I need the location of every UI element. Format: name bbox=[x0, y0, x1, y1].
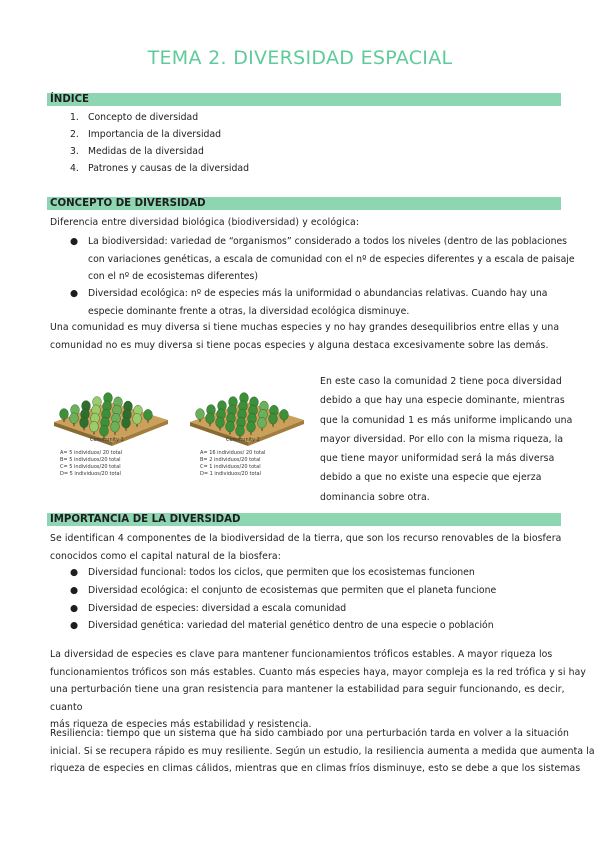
figure-explanation: En este caso la comunidad 2 tiene poca diversidad debido a que hay una especie dominante, mientras que la comunidad 1 es más uniforme implicando una mayor diversidad. Por ello con la misma riqueza, la que tiene mayor uniformidad será la más diversa debido a que no existe una especie que ejerza dominancia sobre otra. bbox=[320, 376, 573, 503]
tree-icon bbox=[111, 421, 120, 432]
bullet-item: ● Diversidad ecológica: el conjunto de ecosistemas que permiten que el planeta funcione bbox=[88, 582, 496, 600]
tree-icon bbox=[196, 409, 205, 420]
bullet-icon: ● bbox=[70, 236, 79, 247]
c1-line: A= 5 individuos/ 20 total bbox=[60, 450, 123, 456]
tree-icon bbox=[60, 409, 69, 420]
section-heading-concepto: CONCEPTO DE DIVERSIDAD bbox=[47, 197, 561, 210]
tree-icon bbox=[122, 417, 131, 428]
bullet-item: ● Diversidad genética: variedad del material genético dentro de una especie o población bbox=[88, 617, 494, 635]
tree-icon bbox=[70, 413, 79, 424]
index-item: 1. Concepto de diversidad bbox=[70, 112, 199, 123]
tree-icon bbox=[216, 417, 225, 428]
tree-icon bbox=[258, 417, 267, 428]
tree-icon bbox=[100, 425, 109, 436]
tree-icon bbox=[90, 421, 99, 432]
index-list bbox=[70, 109, 249, 177]
section-heading-importancia: IMPORTANCIA DE LA DIVERSIDAD bbox=[47, 513, 561, 526]
page-title: TEMA 2. DIVERSIDAD ESPACIAL bbox=[147, 47, 453, 69]
tree-icon bbox=[144, 409, 153, 420]
concepto-paragraph: Una comunidad es muy diversa si tiene muchas especies y no hay grandes desequilibrios entre ellas y una comunidad no es muy diversa si tiene pocas especies y alguna destaca excesivamente sobre las demás. bbox=[50, 322, 560, 351]
community-illustration bbox=[50, 372, 306, 490]
c1-line: B= 5 individuos/20 total bbox=[60, 457, 121, 463]
index-item: 2. Importancia de la diversidad bbox=[70, 129, 222, 140]
bullet-item: ● Diversidad de especies: diversidad a escala comunidad bbox=[88, 600, 346, 618]
tree-icon bbox=[247, 421, 256, 432]
tree-icon bbox=[236, 425, 245, 436]
index-item: 3. Medidas de la diversidad bbox=[70, 146, 204, 157]
c2-line: D= 1 individuos/20 total bbox=[200, 471, 261, 477]
community-figure bbox=[50, 372, 306, 490]
bullet-item: ● La biodiversidad: variedad de “organismos” considerado a todos los niveles (dentro de las poblaciones con variaciones genéticas, a escala de comunidad con el nº de especies diferentes y a escala de paisaje con el nº de ecosistemas diferentes) bbox=[88, 233, 575, 286]
bullet-icon: ● bbox=[70, 567, 79, 578]
bullet-item: ● Diversidad funcional: todos los ciclos, que permiten que los ecosistemas funcionen bbox=[88, 564, 475, 582]
c1-line: D= 5 individuos/20 total bbox=[60, 471, 121, 477]
tree-icon bbox=[280, 409, 289, 420]
tree-icon bbox=[133, 413, 142, 424]
bullet-icon: ● bbox=[70, 603, 79, 614]
tree-icon bbox=[206, 413, 215, 424]
tree-icon bbox=[226, 421, 235, 432]
c1-line: C= 5 individuos/20 total bbox=[60, 464, 121, 470]
index-item: 4. Patrones y causas de la diversidad bbox=[70, 163, 250, 174]
c2-line: B= 2 individuos/20 total bbox=[200, 457, 261, 463]
c2-line: A= 16 individuos/ 20 total bbox=[200, 450, 266, 456]
resiliencia-paragraph: Resiliencia: tiempo que un sistema que ha sido cambiado por una perturbación tarda en volver a la situación inicial. Si se recupera rápido es muy resiliente. Según un estudio, la resiliencia aumenta a medida que aumenta la riqueza de especies en climas cálidos, mientras que en climas fríos disminuye, esto se debe a que los sistemas bbox=[50, 728, 595, 774]
bullet-icon: ● bbox=[70, 620, 79, 631]
community-2-label: Community 2 bbox=[226, 437, 260, 443]
bullet-icon: ● bbox=[70, 288, 79, 299]
concepto-intro: Diferencia entre diversidad biológica (biodiversidad) y ecológica: bbox=[50, 217, 360, 228]
c2-line: C= 1 individuos/20 total bbox=[200, 464, 261, 470]
importancia-paragraph: Se identifican 4 componentes de la biodiversidad de la tierra, que son los recurso renovables de la biosfera conocidos como el capital natural de la biosfera: bbox=[50, 533, 562, 562]
tree-icon bbox=[80, 417, 89, 428]
tree-icon bbox=[269, 413, 278, 424]
section-heading-indice: ÍNDICE bbox=[47, 93, 561, 106]
bullet-item: ● Diversidad ecológica: nº de especies más la uniformidad o abundancias relativas. Cuando hay una especie dominante frente a otras, la diversidad ecológica disminuye. bbox=[88, 285, 547, 320]
community-1-label: Community 1 bbox=[90, 437, 124, 443]
bullet-icon: ● bbox=[70, 585, 79, 596]
importancia-paragraph-2: La diversidad de especies es clave para mantener funcionamientos tróficos estables. A mayor riqueza los funcionamientos tróficos son más estables. Cuanto más especies haya, mayor compleja es la red trófica y si hay una perturbación tiene una gran resistencia para mantener la estabilidad para seguir funcionando, es decir, cuanto más riqueza de especies más estabilidad y resistencia. bbox=[50, 649, 586, 730]
